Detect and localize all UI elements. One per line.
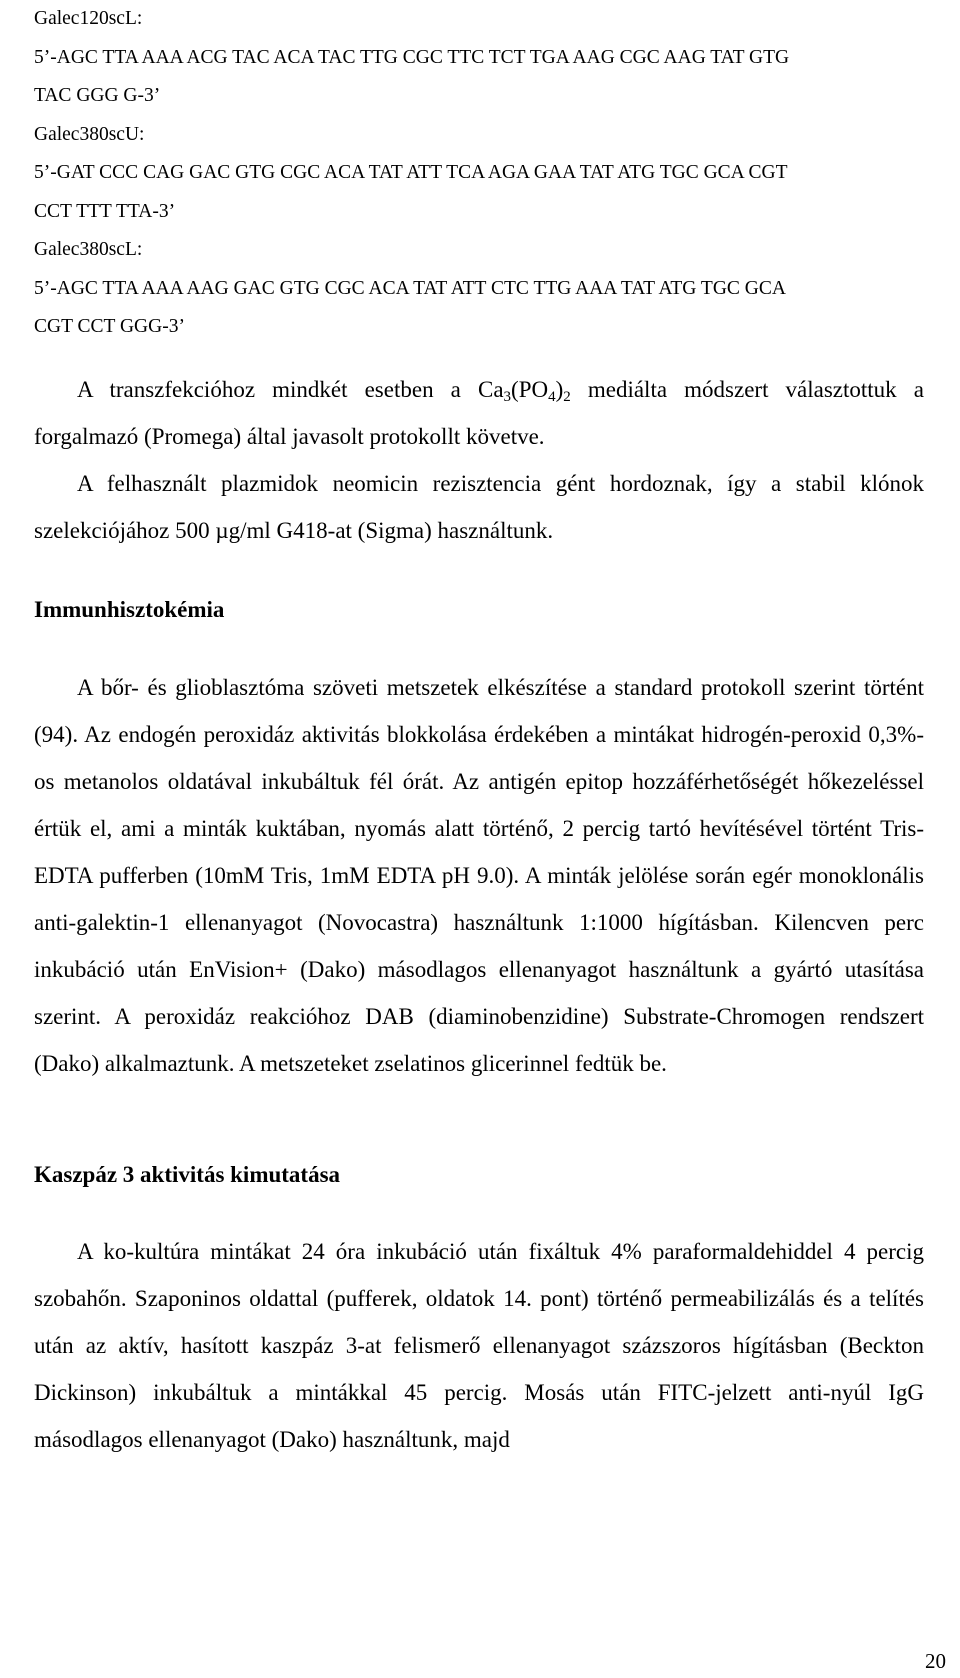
primer-sequence-line: 5’-AGC TTA AAA AAG GAC GTG CGC ACA TAT ATT CTC TTG AAA TAT ATG TGC GCA	[34, 277, 786, 299]
primer-name: Galec380scU:	[34, 123, 145, 145]
section-heading-immunohistochemistry: Immunhisztokémia	[34, 597, 225, 622]
primer-sequence-line: 5’-GAT CCC CAG GAC GTG CGC ACA TAT ATT TCA AGA GAA TAT ATG TGC GCA CGT	[34, 162, 788, 183]
primer-sequence-line: TAC GGG G-3’	[34, 85, 161, 106]
primer-name: Galec120scL:	[34, 8, 143, 29]
immunohistochemistry-paragraph: A bőr- és glioblasztóma szöveti metszetek elkészítése a standard protokoll szerint történt (94). Az endogén peroxidáz aktivitás blokkolása érdekében a mintákat hidrogén-peroxid 0,3%-os metanolos oldatával inkubáltuk fél órát. Az antigén epitop hozzáférhetőségét hőkezeléssel értük el, ami a minták kuktában, nyomás alatt történő, 2 percig tartó hevítésével történt Tris-EDTA pufferben (10mM Tris, 1mM EDTA pH 9.0). A minták jelölése során egér monoklonális anti-galektin-1 ellenanyagot (Novocastra) használtunk 1:1000 hígításban. Kilencven perc inkubáció után EnVision+ (Dako) másodlagos ellenanyagot használtunk a gyártó utasítása szerint. A peroxidáz reakcióhoz DAB (diaminobenzidine) Substrate-Chromogen rendszert (Dako) alkalmaztunk. A metszeteket zselatinos glicerinnel fedtük be.	[34, 675, 924, 1076]
primer-sequence-line: CCT TTT TTA-3’	[34, 200, 176, 222]
caspase-paragraph: A ko-kultúra mintákat 24 óra inkubáció után fixáltuk 4% paraformaldehiddel 4 percig szobahőn. Szaponinos oldattal (pufferek, oldatok 14. pont) történő permeabilizálás és a telítés után az aktív, hasított kaszpáz 3-at felismerő ellenanyagot százszoros hígításban (Beckton Dickinson) inkubáltuk a mintákkal 45 percig. Mosás után FITC-jelzett anti-nyúl IgG másodlagos ellenanyagot (Dako) használtunk, majd	[34, 1239, 924, 1452]
primer-name: Galec380scL:	[34, 239, 143, 260]
primer-sequence-line: 5’-AGC TTA AAA ACG TAC ACA TAC TTG CGC TTC TCT TGA AAG CGC AAG TAT GTG	[34, 46, 790, 68]
primer-sequence-list	[34, 0, 934, 347]
transfection-paragraph: A transzfekcióhoz mindkét esetben a $Ca_3(PO_4)_2$ mediálta módszert választottuk a forgalmazó (Promega) által javasolt protokollt követve.	[34, 377, 924, 449]
section-heading-caspase: Kaszpáz 3 aktivitás kimutatása	[34, 1162, 341, 1187]
page-number: 20	[925, 1649, 946, 1673]
primer-sequence-line: CGT CCT GGG-3’	[34, 316, 185, 337]
plasmid-paragraph: A felhasznált plazmidok neomicin rezisztencia gént hordoznak, így a stabil klónok szelekciójához 500 µg/ml G418-at (Sigma) használtunk.	[34, 471, 924, 543]
